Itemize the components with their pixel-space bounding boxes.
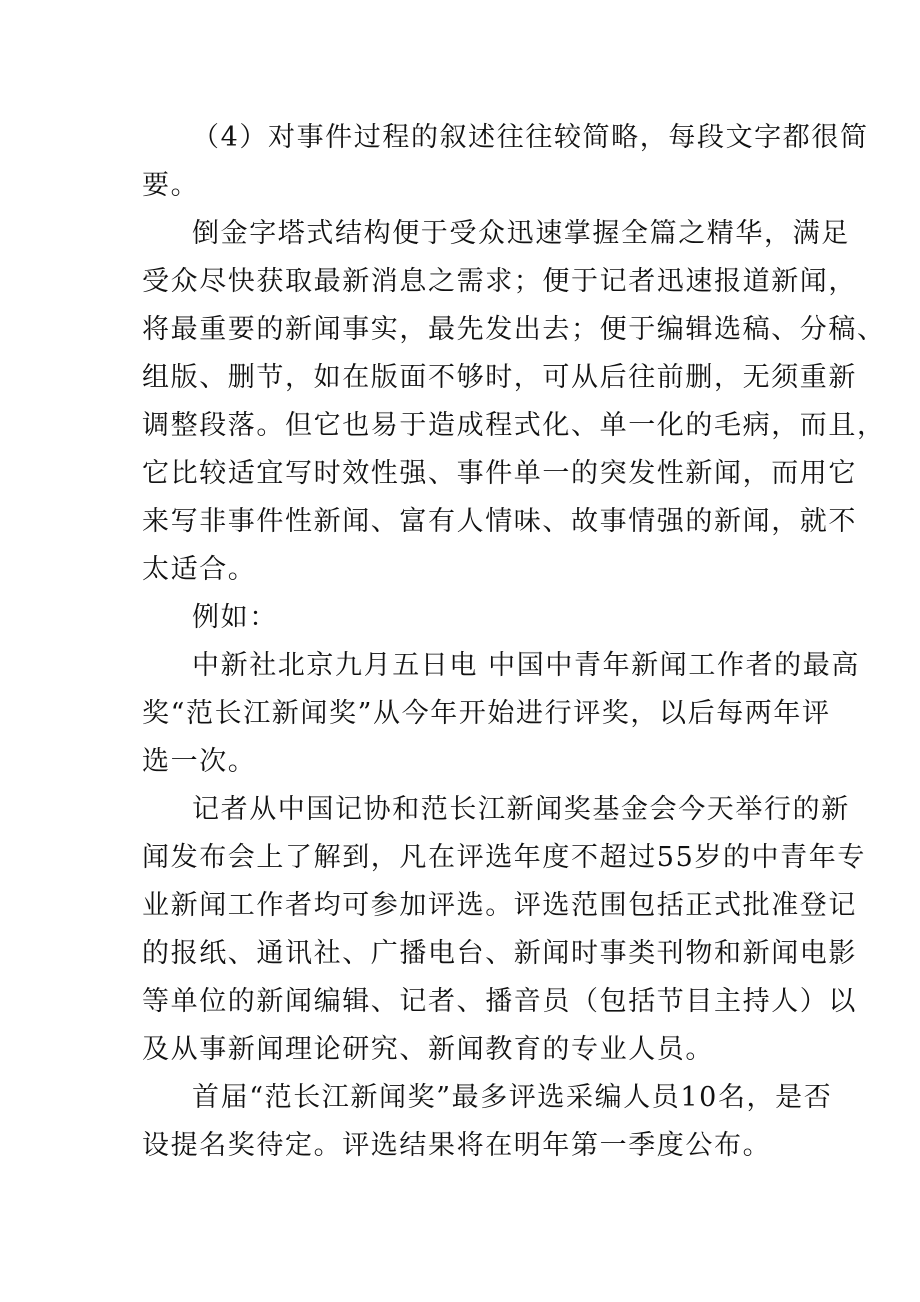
text-line: 等单位的新闻编辑、记者、播音员（包括节目主持人）以 (142, 986, 857, 1017)
text-line: 例如： (192, 602, 278, 633)
text-line: 记者从中国记协和范长江新闻奖基金会今天举行的新 (192, 794, 850, 825)
text-line: 设提名奖待定。评选结果将在明年第一季度公布。 (142, 1130, 772, 1161)
text-line: 选一次。 (142, 746, 257, 777)
text-line: 太适合。 (142, 554, 257, 585)
text-line: 及从事新闻理论研究、新闻教育的专业人员。 (142, 1034, 714, 1065)
text-line: 要。 (142, 170, 200, 201)
text-line: 调整段落。但它也易于造成程式化、单一化的毛病，而且， (142, 410, 886, 441)
text-line: 奖“范长江新闻奖”从今年开始进行评奖，以后每两年评 (142, 698, 831, 729)
text-line: （4）对事件过程的叙述往往较简略，每段文字都很简 (192, 122, 869, 153)
text-line: 来写非事件性新闻、富有人情味、故事情强的新闻，就不 (142, 506, 857, 537)
text-line: 闻发布会上了解到，凡在评选年度不超过55岁的中青年专 (142, 842, 866, 873)
text-line: 首届“范长江新闻奖”最多评选采编人员10名，是否 (192, 1082, 833, 1113)
text-line: 业新闻工作者均可参加评选。评选范围包括正式批准登记 (142, 890, 857, 921)
text-line: 受众尽快获取最新消息之需求；便于记者迅速报道新闻， (142, 266, 857, 297)
text-line: 组版、删节，如在版面不够时，可从后往前删，无须重新 (142, 362, 857, 393)
text-line: 它比较适宜写时效性强、事件单一的突发性新闻，而用它 (142, 458, 857, 489)
text-line: 将最重要的新闻事实，最先发出去；便于编辑选稿、分稿、 (142, 314, 886, 345)
text-line: 中新社北京九月五日电 中国中青年新闻工作者的最高 (192, 650, 860, 681)
text-line: 倒金字塔式结构便于受众迅速掌握全篇之精华，满足 (192, 218, 850, 249)
text-line: 的报纸、通讯社、广播电台、新闻时事类刊物和新闻电影 (142, 938, 857, 969)
